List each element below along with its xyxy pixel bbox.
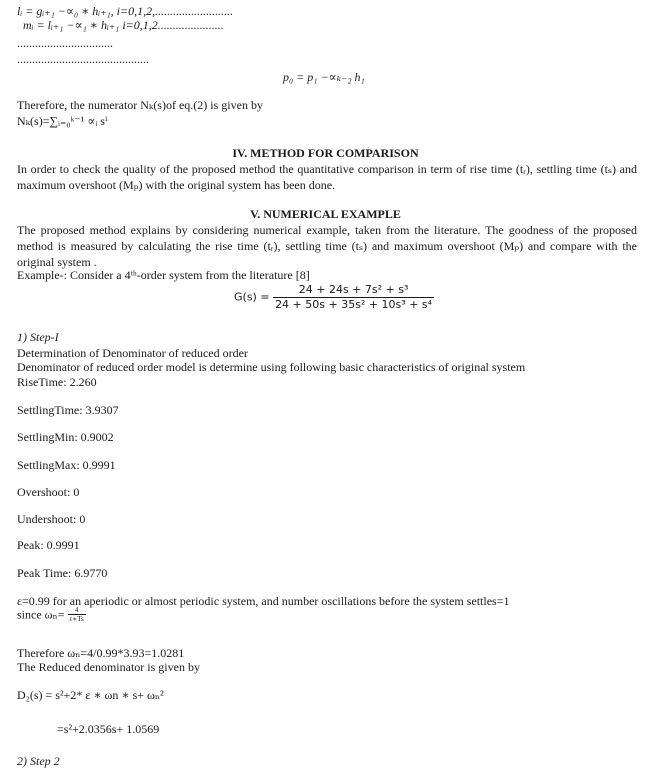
d2-result: =s²+2.0356s+ 1.0569 — [57, 722, 160, 736]
peak-time: Peak Time: 6.9770 — [17, 566, 108, 580]
continuation-dots-2: ............................................ — [17, 52, 149, 66]
section-iv-paragraph: In order to check the quality of the proposed method the quantitative comparison in term of rise time (tᵣ), settling time (tₛ) and maximum overshoot (Mₚ) with the original system has been done. — [17, 162, 637, 192]
omega-denominator: ε∗Ts — [69, 615, 84, 623]
reduced-denominator-intro: The Reduced denominator is given by — [17, 660, 200, 674]
g-denominator: 24 + 50s + 35s² + 10s³ + s⁴ — [275, 298, 433, 311]
section-iv-heading: IV. METHOD FOR COMPARISON — [232, 146, 419, 160]
omega-numerator: 4 — [68, 606, 86, 615]
step-1-title: 1) Step-I — [17, 330, 59, 344]
g-lhs: G(s) = — [234, 290, 270, 304]
since-omega — [17, 606, 86, 623]
overshoot: Overshoot: 0 — [17, 485, 80, 499]
omega-fraction — [68, 606, 86, 623]
rise-time: RiseTime: 2.260 — [17, 375, 97, 389]
step-2-title: 2) Step 2 — [17, 754, 60, 768]
settling-max: SettlingMax: 0.9991 — [17, 458, 116, 472]
settling-time: SettlingTime: 3.9307 — [17, 403, 119, 417]
l-recurrence-eq: lᵢ = gᵢ₊₁ −∝₀ ∗ hᵢ₊₁, i=0,1,2,.......................... — [17, 4, 234, 18]
section-v-paragraph: The proposed method explains by considering numerical example, taken from the literature. The goodness of the proposed method is measured by calculating the rise time (tᵣ), settling time (tₛ) and maximum overshoot (Mₚ) and compare with the original system . — [17, 223, 637, 269]
epsilon-statement: ε=0.99 for an aperiodic or almost periodic system, and number oscillations before the system settles=1 — [17, 594, 510, 608]
step-1-line-1: Determination of Denominator of reduced order — [17, 346, 248, 360]
omega-value: Therefore ωₙ=4/0.99*3.93=1.0281 — [17, 646, 185, 660]
g-fraction — [273, 283, 434, 312]
numerator-formula: Nₖ(s)=∑ᵢ₌₀ᵏ⁻¹ ∝ᵢ sⁱ — [17, 114, 108, 128]
undershoot: Undershoot: 0 — [17, 512, 86, 526]
continuation-dots-1: ................................ — [17, 36, 113, 50]
step-1-line-2: Denominator of reduced order model is determine using following basic characteristics of original system — [17, 360, 526, 374]
m-recurrence-eq: mᵢ = lᵢ₊₁ −∝₁ ∗ hᵢ₊₁ i=0,1,2...................... — [23, 18, 224, 32]
d2-equation: D₂(s) = s²+2* ε ∗ ωn ∗ s+ ωₙ² — [17, 688, 164, 702]
settling-min: SettlingMin: 0.9002 — [17, 430, 114, 444]
numerator-intro: Therefore, the numerator Nₖ(s)of eq.(2) is given by — [17, 98, 263, 112]
g-numerator: 24 + 24s + 7s² + s³ — [273, 283, 434, 298]
since-label: since ωₙ= — [17, 607, 65, 622]
peak: Peak: 0.9991 — [17, 538, 80, 552]
example-intro: Example-: Consider a 4ᵗʰ-order system from the literature [8] — [17, 268, 310, 282]
section-v-heading: V. NUMERICAL EXAMPLE — [250, 207, 401, 221]
transfer-function — [234, 283, 434, 312]
p0-equation: p₀ = p₁ −∝ₖ₋₂ h₁ — [283, 70, 365, 84]
